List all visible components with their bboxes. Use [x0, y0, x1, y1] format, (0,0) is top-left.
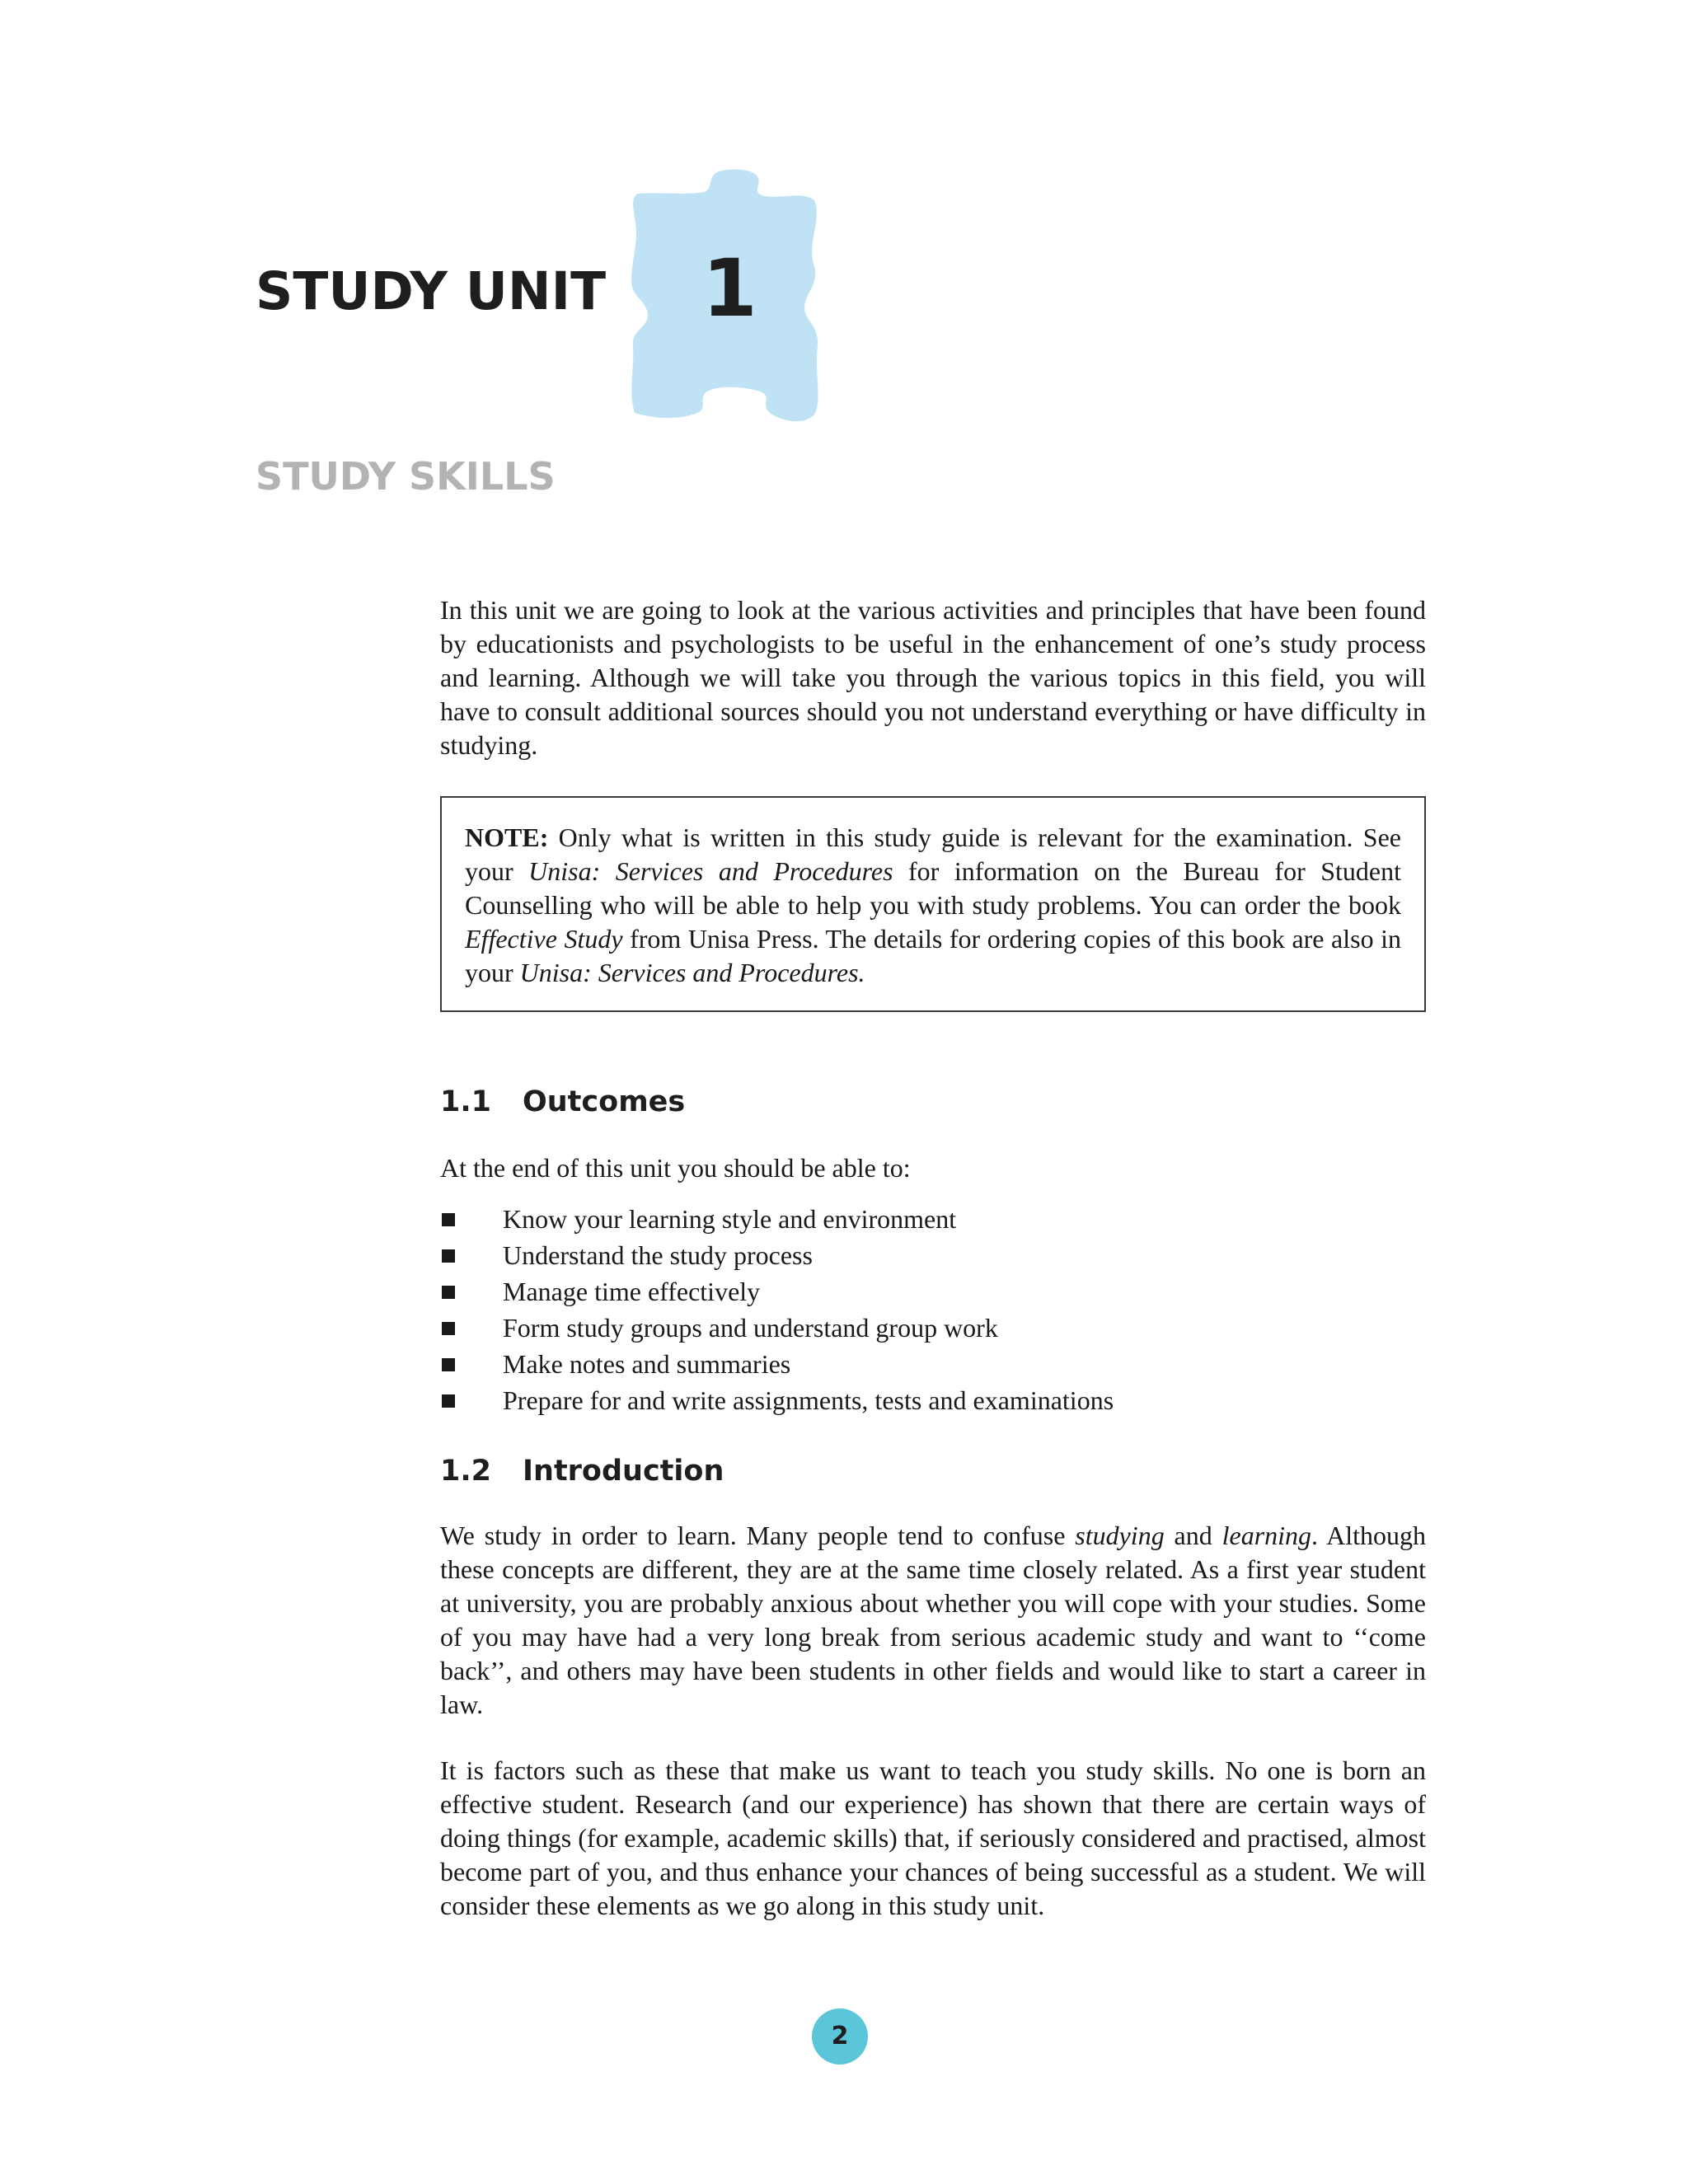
- page-number: 2: [831, 2022, 849, 2050]
- section-heading-introduction: [440, 1457, 724, 1486]
- note-box: [440, 796, 1426, 1012]
- emphasis-learning: learning: [1221, 1521, 1312, 1550]
- note-text-3: from Unisa Press. The details for ordering copies of this book are also in your: [465, 924, 1402, 987]
- page-number-badge: [812, 2008, 868, 2064]
- note-reference-3: Unisa: Services and Procedures.: [519, 958, 865, 987]
- list-item-text: Make notes and summaries: [503, 1349, 791, 1379]
- list-item-text: Form study groups and understand group work: [503, 1313, 998, 1343]
- list-item-text: Prepare for and write assignments, tests and examinations: [503, 1385, 1114, 1415]
- square-bullet-icon: [442, 1358, 455, 1371]
- note-label: NOTE:: [465, 823, 549, 852]
- note-text-2: for information on the Bureau for Student Counselling who will be able to help you with study problems. You can order the book: [465, 856, 1401, 920]
- note-paragraph: [465, 821, 1401, 990]
- intro-paragraph: In this unit we are going to look at the various activities and principles that have been found by educationists and psychologists to be useful in the enhancement of one’s study process and learning. Although we will take you through the various topics in this field, you will have to consult additional sources should you not understand everything or have difficulty in studying.: [440, 595, 1426, 760]
- square-bullet-icon: [442, 1322, 455, 1335]
- list-item-text: Understand the study process: [503, 1240, 813, 1270]
- square-bullet-icon: [442, 1213, 455, 1226]
- section-number: 1.1: [440, 1085, 492, 1118]
- note-reference-1: Unisa: Services and Procedures: [528, 856, 893, 886]
- outcomes-lead: At the end of this unit you should be able to:: [440, 1153, 911, 1183]
- study-unit-label: STUDY UNIT: [256, 261, 607, 321]
- text-run: and: [1164, 1521, 1222, 1550]
- emphasis-studying: studying: [1075, 1521, 1165, 1550]
- list-item-text: Know your learning style and environment: [503, 1204, 957, 1234]
- section-number: 1.2: [440, 1455, 492, 1488]
- text-run: We study in order to learn. Many people tend to confuse: [440, 1521, 1076, 1550]
- note-text-1: Only what is written in this study guide is relevant for the examination. See your: [465, 823, 1401, 886]
- introduction-paragraph-2: It is factors such as these that make us want to teach you study skills. No one is born an effective student. Research (and our experience) has shown that there are certain ways of doing things (for example, academic skills) that, if seriously considered and practised, almost become part of you, and thus enhance your chances of being successful as a student. We will consider these elements as we go along in this study unit.: [440, 1755, 1426, 1920]
- square-bullet-icon: [442, 1249, 455, 1263]
- note-reference-2: Effective Study: [465, 924, 623, 954]
- section-heading-outcomes: [440, 1085, 686, 1118]
- text-run: . Although these concepts are different, they are at the same time closely related. As a first year student at university, you are probably anxious about whether you will cope with your studies. Some of you may have had a very long break from serious academic study and want to ‘‘come back’’, and others may have been students in other fields and would like to start a career in law.: [440, 1521, 1427, 1719]
- section-title: Outcomes: [523, 1085, 686, 1118]
- list-item-text: Manage time effectively: [503, 1277, 761, 1306]
- unit-number: 1: [702, 242, 757, 335]
- introduction-paragraph-1: [440, 1519, 1426, 1722]
- square-bullet-icon: [442, 1286, 455, 1299]
- section-title: Introduction: [523, 1455, 724, 1488]
- square-bullet-icon: [442, 1394, 455, 1408]
- unit-title: STUDY SKILLS: [256, 454, 556, 499]
